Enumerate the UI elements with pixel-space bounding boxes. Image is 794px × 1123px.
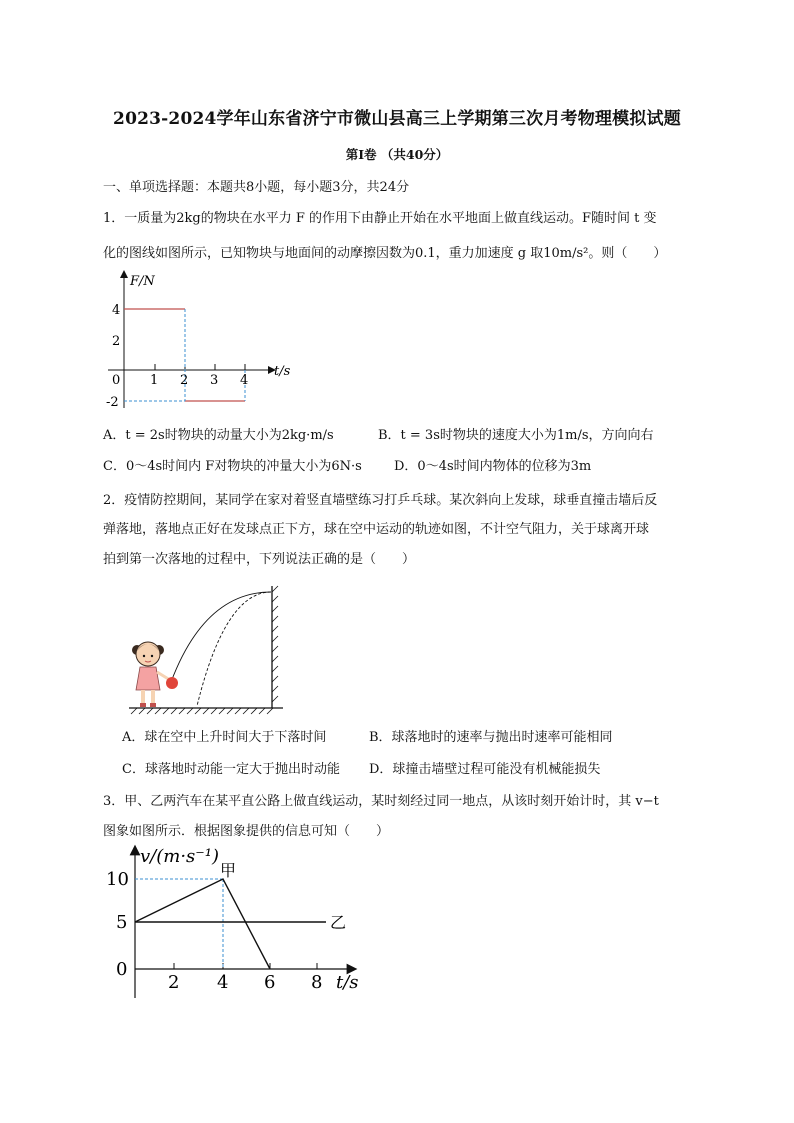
q3-xtick-2: 2	[168, 972, 180, 993]
q2-pingpong-illustration	[115, 572, 295, 720]
q2-option-a[interactable]: A．球在空中上升时间大于下落时间	[122, 730, 327, 745]
outgoing-trajectory	[171, 592, 271, 682]
girl-figure	[132, 642, 178, 707]
q1-ytick-4: 4	[112, 303, 121, 318]
section-heading: 一、单项选择题：本题共8小题，每小题3分，共24分	[103, 180, 410, 195]
q3-label-jia: 甲	[220, 861, 237, 880]
q1-xtick-3: 3	[210, 373, 219, 388]
q2-text-line2: 弹落地，落地点正好在发球点正下方，球在空中运动的轨迹如图，不计空气阻力，关于球离开球	[103, 522, 650, 537]
q3-ytick-0: 0	[116, 959, 128, 980]
q3-ytick-5: 5	[116, 912, 128, 933]
volume-subtitle: 第Ⅰ卷 （共40分）	[345, 147, 449, 162]
q1-xtick-4: 4	[240, 373, 249, 388]
q2-text-line3: 拍到第一次落地的过程中，下列说法正确的是（ ）	[103, 552, 416, 567]
paddle	[166, 677, 178, 689]
q3-xtick-8: 8	[311, 972, 323, 993]
q3-text-line1: 3．甲、乙两汽车在某平直公路上做直线运动，某时刻经过同一地点，从该时刻开始计时，其 v−t	[103, 794, 659, 809]
q1-xtick-2: 2	[180, 373, 189, 388]
q1-xtick-1: 1	[150, 373, 159, 388]
q1-option-a[interactable]: A．t = 2s时物块的动量大小为2kg·m/s	[103, 428, 334, 443]
q3-velocity-time-graph	[100, 840, 370, 1002]
q1-xlabel: t/s	[274, 364, 291, 379]
q1-option-b[interactable]: B．t = 3s时物块的速度大小为1m/s，方向向右	[378, 428, 654, 443]
q3-xtick-4: 4	[217, 972, 229, 993]
q1-ylabel: F/N	[130, 274, 155, 289]
q1-ytick-2: 2	[112, 334, 121, 349]
q1-ytick-0: 0	[112, 373, 121, 388]
q3-xlabel: t/s	[336, 972, 359, 993]
q1-option-d[interactable]: D．0～4s时间内物体的位移为3m	[394, 459, 592, 474]
exam-title: 2023-2024学年山东省济宁市微山县高三上学期第三次月考物理模拟试题	[113, 109, 681, 129]
q1-ytick-neg2: -2	[106, 395, 119, 410]
q3-jia-line	[135, 879, 270, 969]
q3-ytick-10: 10	[106, 869, 129, 890]
return-trajectory	[197, 592, 271, 706]
q2-option-c[interactable]: C．球落地时动能一定大于抛出时动能	[122, 762, 340, 777]
q3-text-line2: 图象如图所示．根据图象提供的信息可知（ ）	[103, 824, 390, 839]
q1-text-line1: 1．一质量为2kg的物块在水平力 F 的作用下由静止开始在水平地面上做直线运动。F随时间 t 变	[103, 211, 657, 226]
q3-xtick-6: 6	[264, 972, 276, 993]
q3-label-yi: 乙	[330, 913, 347, 932]
q1-option-c[interactable]: C．0～4s时间内 F对物块的冲量大小为6N·s	[103, 459, 362, 474]
q2-text-line1: 2．疫情防控期间，某同学在家对着竖直墙壁练习打乒乓球。某次斜向上发球，球垂直撞击墙后反	[103, 493, 658, 508]
q1-text-line2: 化的图线如图所示，已知物块与地面间的动摩擦因数为0.1，重力加速度 g 取10m/s²。则（ ）	[103, 246, 667, 261]
q3-ylabel: v/(m·s⁻¹)	[140, 846, 220, 867]
q1-force-time-graph	[100, 268, 300, 418]
q2-option-d[interactable]: D．球撞击墙壁过程可能没有机械能损失	[369, 762, 601, 777]
q2-option-b[interactable]: B．球落地时的速率与抛出时速率可能相同	[369, 730, 613, 745]
